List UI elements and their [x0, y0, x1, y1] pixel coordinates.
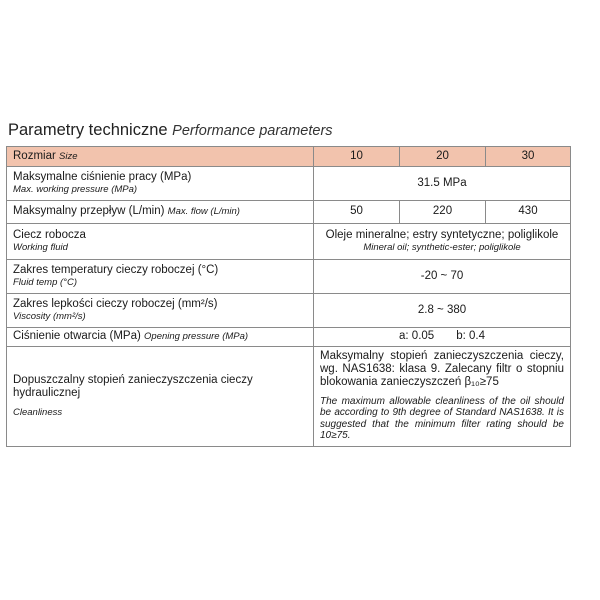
header-size-20: 20: [400, 147, 486, 167]
section-heading: [8, 121, 333, 140]
header-size-label: Rozmiar Size: [7, 147, 314, 167]
table-row-temp: [7, 260, 571, 294]
pressure-value: 31.5 MPa: [314, 167, 571, 201]
parameters-table: [6, 146, 571, 447]
temp-value: -20 ~ 70: [314, 260, 571, 294]
cleanliness-value: [314, 347, 571, 447]
table-row-opening: [7, 328, 571, 347]
opening-label: Ciśnienie otwarcia (MPa) Opening pressure (MPa): [7, 328, 314, 347]
cleanliness-desc-en: The maximum allowable cleanliness of the oil should be according to 9th degree of Standard NAS1638. It is suggested that the minimum filter rating should be 10≥75.: [320, 395, 564, 442]
header-size-10: 10: [314, 147, 400, 167]
table-row-cleanliness: [7, 347, 571, 447]
opening-value-b: b: 0.4: [456, 330, 485, 343]
temp-label: Zakres temperatury cieczy roboczej (°C) Fluid temp (°C): [7, 260, 314, 294]
viscosity-value: 2.8 ~ 380: [314, 294, 571, 328]
opening-value: [314, 328, 571, 347]
flow-value-10: 50: [314, 201, 400, 224]
flow-label: Maksymalny przepływ (L/min) Max. flow (L/min): [7, 201, 314, 224]
heading-pl: Parametry techniczne: [8, 121, 168, 139]
fluid-label: Ciecz robocza Working fluid: [7, 224, 314, 260]
pressure-label: Maksymalne ciśnienie pracy (MPa) Max. working pressure (MPa): [7, 167, 314, 201]
table-row-flow: [7, 201, 571, 224]
flow-value-30: 430: [486, 201, 571, 224]
opening-value-a: a: 0.05: [399, 330, 435, 343]
cleanliness-desc-pl: Maksymalny stopień zanieczyszczenia cieczy, wg. NAS1638: klasa 9. Zalecany filtr o stopniu blokowania zanieczyszczeń β₁₀≥75: [320, 350, 564, 389]
table-row-fluid: [7, 224, 571, 260]
table-header-row: [7, 147, 571, 167]
viscosity-label: Zakres lepkości cieczy roboczej (mm²/s) Viscosity (mm²/s): [7, 294, 314, 328]
flow-value-20: 220: [400, 201, 486, 224]
table-row-pressure: [7, 167, 571, 201]
cleanliness-label: Dopuszczalny stopień zanieczyszczenia cieczy hydraulicznej Cleanliness: [7, 347, 314, 447]
header-size-30: 30: [486, 147, 571, 167]
fluid-value: Oleje mineralne; estry syntetyczne; poliglikole Mineral oil; synthetic-ester; poliglikole: [314, 224, 571, 260]
heading-en: Performance parameters: [172, 123, 333, 139]
table-row-viscosity: [7, 294, 571, 328]
